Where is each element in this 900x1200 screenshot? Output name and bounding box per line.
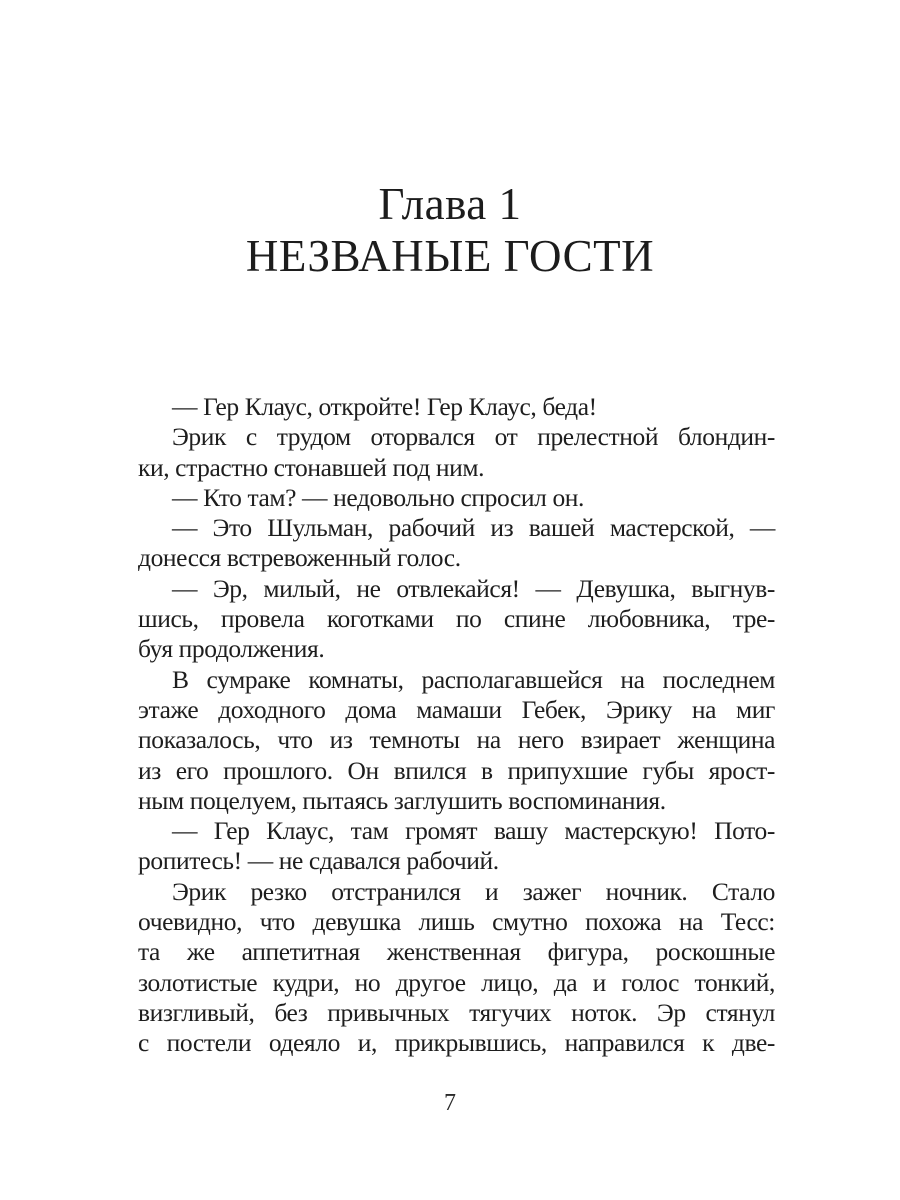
text-line: визгливый, без привычных тягучих ноток. Эр стянул (138, 997, 775, 1027)
text-line: этаже доходного дома мамаши Гебек, Эрику на миг (138, 694, 775, 724)
text-line: ным поцелуем, пытаясь заглушить воспоминания. (138, 785, 666, 815)
text-line: ки, страстно стонавшей под ним. (138, 452, 485, 482)
text-line: та же аппетитная женственная фигура, роскошные (138, 937, 775, 967)
text-line: показалось, что из темноты на него взирает женщина (138, 725, 775, 755)
text-line: — Это Шульман, рабочий из вашей мастерской, — (172, 513, 775, 543)
text-line: — Гер Клаус, откройте! Гер Клаус, беда! (172, 392, 597, 421)
chapter-heading (0, 178, 900, 282)
text-line: Эрик резко отстранился и зажег ночник. Стало (172, 876, 775, 906)
text-line: — Гер Клаус, там громят вашу мастерскую! Пото- (172, 816, 775, 846)
chapter-title: НЕЗВАНЫЕ ГОСТИ (245, 231, 655, 281)
text-line: донесся встревоженный голос. (138, 543, 461, 573)
page-number: 7 (444, 1090, 456, 1116)
text-line: буя продолжения. (138, 634, 325, 664)
text-line: — Кто там? — недовольно спросил он. (172, 482, 585, 512)
text-line: В сумраке комнаты, располагавшейся на последнем (172, 664, 775, 694)
text-line: очевидно, что девушка лишь смутно похожа на Тесс: (138, 907, 775, 937)
chapter-number: Глава 1 (378, 179, 522, 229)
text-line: ропитесь! — не сдавался рабочий. (138, 846, 499, 876)
text-line: шись, провела коготками по спине любовника, тре- (138, 604, 775, 634)
text-line: из его прошлого. Он впился в припухшие губы ярост- (138, 755, 775, 785)
text-line: — Эр, милый, не отвлекайся! — Девушка, выгнув- (172, 573, 775, 603)
text-line: золотистые кудри, но другое лицо, да и голос тонкий, (138, 967, 775, 997)
text-line: с постели одеяло и, прикрывшись, направился к две- (138, 1028, 775, 1058)
text-line: Эрик с трудом оторвался от прелестной блондин- (172, 422, 775, 452)
body-text (138, 392, 775, 1059)
